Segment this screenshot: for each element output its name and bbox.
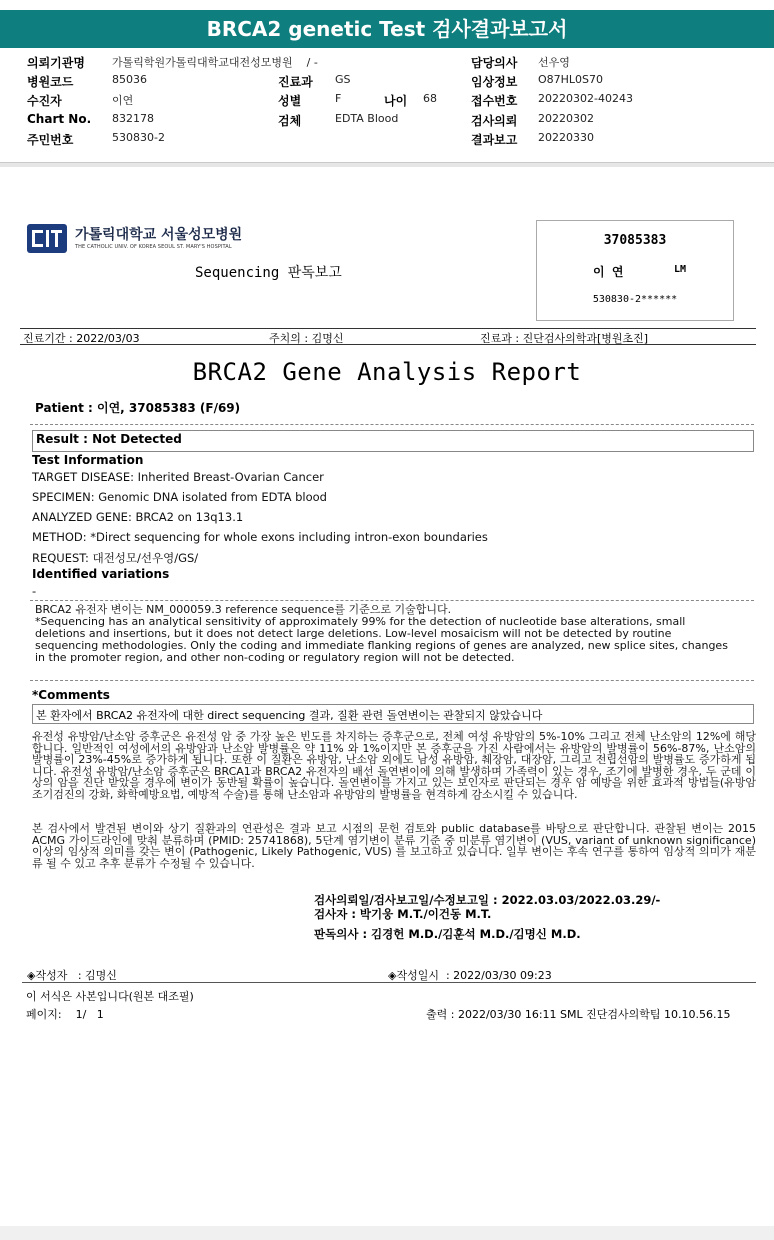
clinical-value: O87HL0S70 <box>538 73 604 86</box>
report-header-title: BRCA2 genetic Test 검사결과보고서 <box>0 10 774 48</box>
hospital-logo <box>27 222 257 256</box>
hospital-label: 의뢰기관명 <box>27 56 85 70</box>
footer-separator <box>22 982 756 983</box>
patient-value: 이연 <box>112 94 134 107</box>
author: ◈작성자 : 김명신 <box>27 969 117 982</box>
result-box: Result : Not Detected <box>32 430 754 452</box>
specimen-label: 검체 <box>278 114 302 128</box>
report-dates: 검사의뢰일/검사보고일/수정보고일 : 2022.03.03/2022.03.29/- <box>314 893 661 907</box>
chart-no-value: 832178 <box>112 112 154 125</box>
comments-heading: *Comments <box>32 688 110 702</box>
request-info-panel <box>27 54 767 150</box>
written-time: ◈작성일시 : 2022/03/30 09:23 <box>388 969 552 982</box>
sequencing-title: Sequencing 판독보고 <box>195 265 342 281</box>
doctor-value: 선우영 <box>538 56 570 69</box>
dept-label: 진료과 <box>278 75 313 89</box>
request-date-label: 검사의뢰 <box>471 114 518 128</box>
visit-department: 진료과 : 진단검사의학과[병원초진] <box>480 332 649 345</box>
patient-id-box <box>536 220 734 321</box>
ssn-value: 530830-2 <box>112 131 165 144</box>
chart-no-label: Chart No. <box>27 112 92 126</box>
section-separator <box>0 162 774 167</box>
clinical-label: 임상정보 <box>471 75 518 89</box>
copy-note: 이 서식은 사본입니다(원본 대조필) <box>26 990 194 1003</box>
specimen-value: EDTA Blood <box>335 112 399 125</box>
dashed-divider <box>30 600 754 601</box>
bottom-strip <box>0 1226 774 1240</box>
reading-physicians: 판독의사 : 김경헌 M.D./김훈석 M.D./김명신 M.D. <box>314 927 581 941</box>
hospital-name-kr: 가톨릭대학교 서울성모병원 <box>75 227 243 243</box>
variations-value: - <box>32 584 37 598</box>
receipt-no-label: 접수번호 <box>471 94 518 108</box>
patient-summary: Patient : 이연, 37085383 (F/69) <box>35 401 241 415</box>
method-line: METHOD: *Direct sequencing for whole exons including intron-exon boundaries <box>32 530 488 544</box>
patient-id: 37085383 <box>603 233 667 248</box>
patient-ssn: 530830-2****** <box>592 294 678 305</box>
variations-heading: Identified variations <box>32 567 170 581</box>
request-line: REQUEST: 대전성모/선우영/GS/ <box>32 551 199 565</box>
report-date-label: 결과보고 <box>471 133 518 147</box>
report-title: BRCA2 Gene Analysis Report <box>192 358 582 386</box>
method-notes <box>35 604 735 664</box>
hospital-value: 가톨릭학원가톨릭대학교대전성모병원 / - <box>112 56 318 69</box>
sex-label: 성별 <box>278 94 302 108</box>
analyzed-gene: ANALYZED GENE: BRCA2 on 13q13.1 <box>32 510 244 524</box>
request-date-value: 20220302 <box>538 112 594 125</box>
test-info-heading: Test Information <box>32 453 144 467</box>
patient-label: 수진자 <box>27 94 62 108</box>
hospital-emblem-icon <box>27 224 67 253</box>
classification-paragraph: 본 검사에서 발견된 변이와 상기 질환과의 연관성은 결과 보고 시점의 문헌 검토와 public database를 바탕으로 판단합니다. 관찰된 변이는 2015 ACMG 가이드라인에 맞춰 분류하며 (PMID: 25741868), 5단계 염기변이 분류 기준 중 미분류 염기변이 (VUS, variant of unknown significance) 이상의 임상적 의미를 갖는 변이 (Pathogenic, Likely Pathogenic, VUS) 를 보고하고 있습니다. 일부 변이는 후속 연구를 통하여 임상적 의미가 재분류 될 수 있고 추후 분류가 수정될 수 있습니다. <box>32 822 756 870</box>
hospital-name-en: THE CATHOLIC UNIV. OF KOREA SEOUL ST. MARY'S HOSPITAL <box>75 244 232 250</box>
attending-physician: 주치의 : 김명신 <box>269 332 344 345</box>
sensitivity-note: *Sequencing has an analytical sensitivity of approximately 99% for the detection of nucleotide base alterations, small deletions and insertions, but it does not detect large deletions. Low-level mosaicism will not be detected by routine sequencing methodologies. Only the coding and immediate flanking regions of genes are analyzed, new splice sites, changes in the promoter region, and other non-coding or regulatory region will not be detected. <box>35 615 728 664</box>
visit-period: 진료기간 : 2022/03/03 <box>23 332 140 345</box>
reference-note: BRCA2 유전자 변이는 NM_000059.3 reference sequence를 기준으로 기술합니다. <box>35 603 452 616</box>
specimen-line: SPECIMEN: Genomic DNA isolated from EDTA blood <box>32 490 327 504</box>
ssn-label: 주민번호 <box>27 133 74 147</box>
hospital-code-value: 85036 <box>112 73 147 86</box>
target-disease: TARGET DISEASE: Inherited Breast-Ovarian Cancer <box>32 470 324 484</box>
patient-flag: LM <box>674 264 687 275</box>
testers: 검사자 : 박기웅 M.T./이건동 M.T. <box>314 907 492 921</box>
syndrome-paragraph: 유전성 유방암/난소암 증후군은 유전성 암 중 가장 높은 빈도를 차지하는 증후군으로, 전체 여성 유방암의 5%-10% 그리고 전체 난소암의 12%에 해당합니다. 일반적인 여성에서의 유방암과 난소암 발병률은 약 11% 와 1%이지만 본 증후군을 가진 사람에서는 유방암의 발병률이 56%-87%, 난소암의 발병률이 23%-45%로 증가하게 됩니다. 또한 이 질환은 유방암, 난소암 외에도 남성 유방암, 췌장암, 대장암, 그리고 전립선암의 발병률도 증가하게 됩니다. 유전성 유방암/난소암 증후군은 BRCA1과 BRCA2 유전자의 배선 돌연변이에 의해 발생하며 가족력이 있는 경우, 조기에 발병한 경우, 두 군데 이상의 암을 진단 받았을 경우에 변이가 동반될 확률이 높습니다. 돌연변이를 가지고 있는 보인자로 판단되는 경우 암 예방을 위한 효과적 방법들(유방암 조기검진의 강화, 화학예방요법, 예방적 수술)를 통해 난소암과 유방암의 발병률을 현격하게 감소시킬 수 있습니다. <box>32 730 756 801</box>
dashed-divider <box>30 680 754 681</box>
report-date-value: 20220330 <box>538 131 594 144</box>
receipt-no-value: 20220302-40243 <box>538 92 633 105</box>
dashed-divider <box>30 424 754 425</box>
doctor-label: 담당의사 <box>471 56 518 70</box>
age-value: 68 <box>423 92 437 105</box>
hospital-code-label: 병원코드 <box>27 75 74 89</box>
visit-info-row <box>20 328 756 345</box>
comment-box: 본 환자에서 BRCA2 유전자에 대한 direct sequencing 결과, 질환 관련 돌연변이는 관찰되지 않았습니다 <box>32 704 754 724</box>
sex-value: F <box>335 92 342 105</box>
patient-name: 이 연 <box>593 265 624 279</box>
age-label: 나이 <box>384 94 408 108</box>
dept-value: GS <box>335 73 351 86</box>
print-info: 출력 : 2022/03/30 16:11 SML 진단검사의학팀 10.10.56.15 <box>426 1008 731 1021</box>
page-number: 페이지: 1/ 1 <box>26 1008 104 1021</box>
